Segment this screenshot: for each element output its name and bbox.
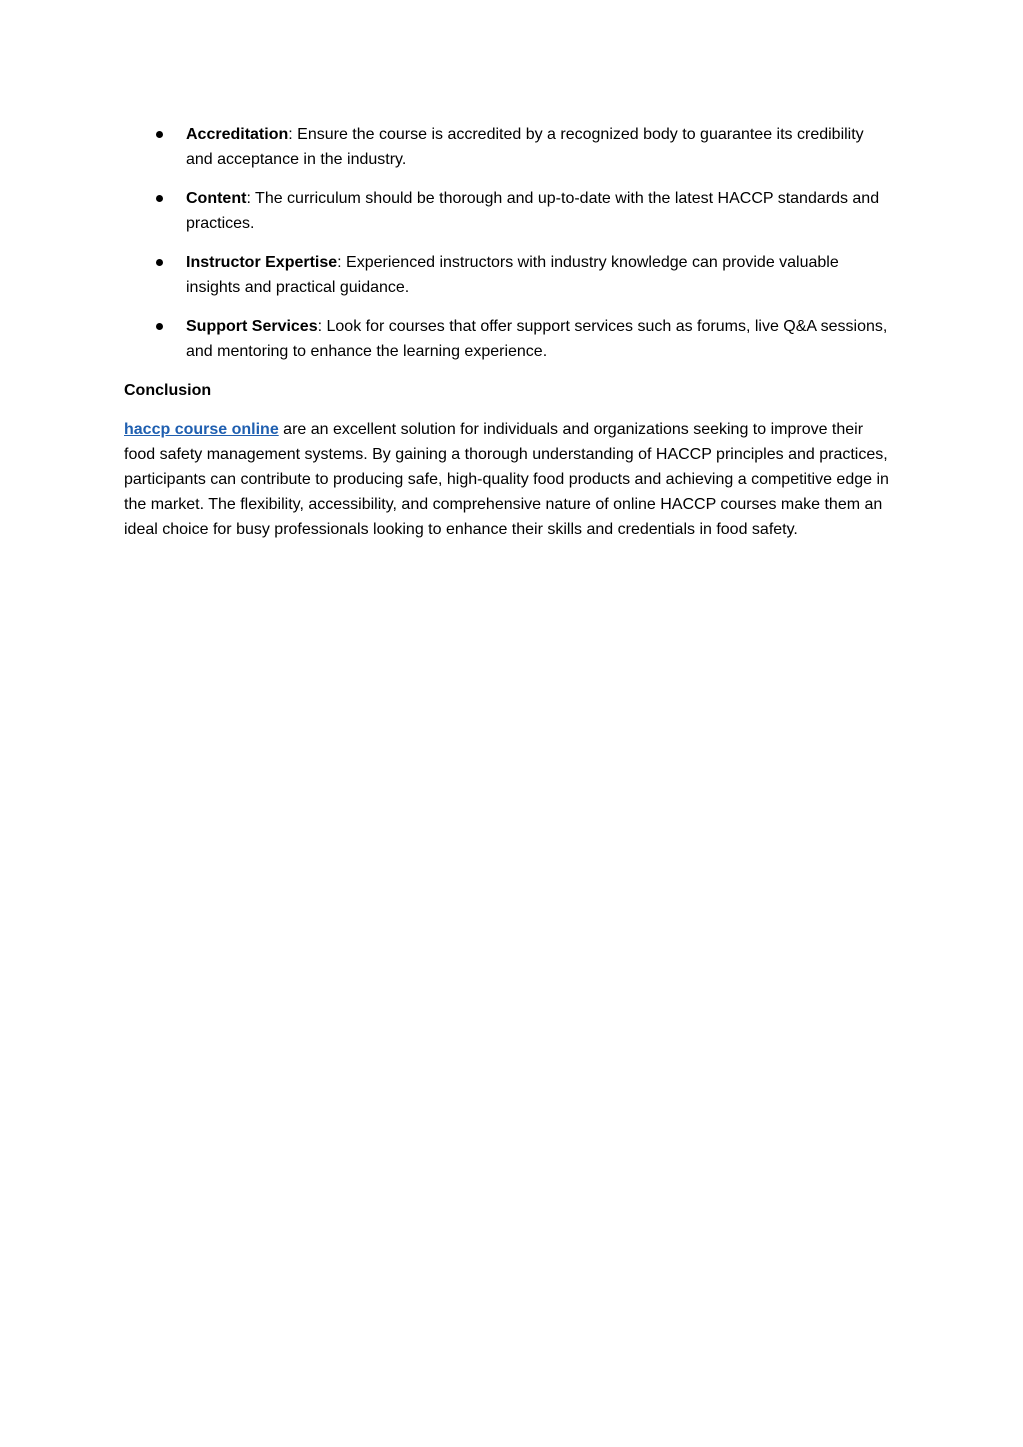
term-description: : Ensure the course is accredited by a recognized body to guarantee its credibility and acceptance in the industry.	[186, 126, 864, 168]
bullet-icon	[156, 323, 163, 330]
bullet-icon	[156, 131, 163, 138]
term-label: Instructor Expertise	[186, 254, 338, 271]
list-item-content	[124, 186, 894, 236]
list-item-accreditation	[124, 122, 894, 172]
term-label: Content	[186, 190, 247, 207]
haccp-course-online-link[interactable]: haccp course online	[124, 421, 279, 438]
list-item-instructor-expertise	[124, 250, 894, 300]
conclusion-heading: Conclusion	[124, 382, 212, 399]
bullet-icon	[156, 195, 163, 202]
term-label: Support Services	[186, 318, 318, 335]
criteria-list	[124, 122, 894, 364]
conclusion-paragraph	[124, 417, 894, 542]
list-item-support-services	[124, 314, 894, 364]
term-description: : The curriculum should be thorough and up-to-date with the latest HACCP standards and practices.	[186, 190, 880, 232]
term-description: : Look for courses that offer support services such as forums, live Q&A sessions, and mentoring to enhance the learning experience.	[186, 318, 888, 360]
term-label: Accreditation	[186, 126, 289, 143]
conclusion-body-text: are an excellent solution for individuals and organizations seeking to improve their food safety management systems. By gaining a thorough understanding of HACCP principles and practices, participants can contribute to producing safe, high-quality food products and achieving a competitive edge in the market. The flexibility, accessibility, and comprehensive nature of online HACCP courses make them an ideal choice for busy professionals looking to enhance their skills and credentials in food safety.	[124, 421, 889, 538]
term-description: : Experienced instructors with industry knowledge can provide valuable insights and practical guidance.	[186, 254, 839, 296]
document-body	[124, 122, 894, 542]
bullet-icon	[156, 259, 163, 266]
